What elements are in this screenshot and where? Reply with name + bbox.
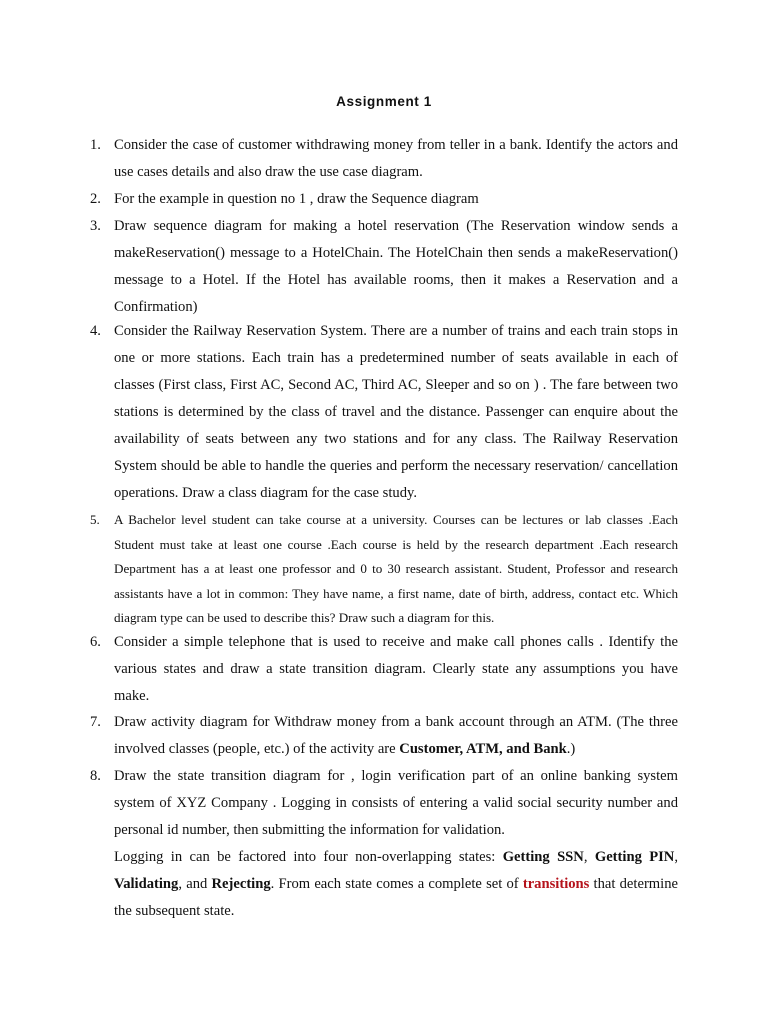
question-text xyxy=(114,709,678,763)
question-item-5 xyxy=(90,508,678,631)
question-number: 1. xyxy=(90,137,101,153)
question-item-8 xyxy=(90,763,678,844)
document-title: Assignment 1 xyxy=(336,94,432,109)
question-number: 5. xyxy=(90,512,100,527)
question-text-part: Logging in can be factored into four non-overlapping states: xyxy=(114,849,503,865)
question-paragraph xyxy=(114,844,678,925)
question-number: 7. xyxy=(90,714,101,730)
state-name-bold: Getting PIN xyxy=(594,849,675,865)
question-item-6 xyxy=(90,629,678,710)
question-text-part: . From each state comes a complete set of xyxy=(270,876,523,892)
question-number: 8. xyxy=(90,768,101,784)
question-text: A Bachelor level student can take course at a university. Courses can be lectures or lab classes .Each Student must take at least one course .Each course is held by the research department .Each research Department has a at least one professor and 0 to 30 research assistant. Student, Professor and research assistants have a lot in common: They have name, a first name, date of birth, address, contact etc. Which diagram type can be used to describe this? Draw such a diagram for this. xyxy=(114,512,678,625)
question-text-part: , and xyxy=(178,876,212,892)
state-name-bold: Validating xyxy=(114,876,179,892)
question-text-part: , xyxy=(674,849,678,865)
question-bold-text: Customer, ATM, and Bank xyxy=(399,741,567,757)
question-text: Consider the Railway Reservation System. There are a number of trains and each train stops in one or more stations. Each train has a predetermined number of seats available in each of classes (First class, First AC, Second AC, Third AC, Sleeper and so on ) . The fare between two stations is determined by the class of travel and the distance. Passenger can enquire about the availability of seats between any two stations and for any class. The Railway Reservation System should be able to handle the queries and perform the necessary reservation/ cancellation operations. Draw a class diagram for the case study. xyxy=(114,323,678,501)
question-item-3 xyxy=(90,213,678,321)
question-number: 3. xyxy=(90,218,101,234)
state-name-bold: Getting SSN xyxy=(502,849,584,865)
question-number: 6. xyxy=(90,634,101,650)
question-item-8-continued xyxy=(90,844,678,925)
state-name-bold: Rejecting xyxy=(211,876,271,892)
question-text-part: that determine the subsequent state. xyxy=(114,876,678,919)
question-text-part: , xyxy=(583,849,595,865)
question-item-1 xyxy=(90,132,678,186)
question-item-2 xyxy=(90,186,678,213)
question-text: Draw the state transition diagram for , login verification part of an online banking system system of XYZ Company . Logging in consists of entering a valid social security number and personal id number, then submitting the information for validation. xyxy=(114,768,678,838)
question-item-4 xyxy=(90,318,678,507)
question-number: 2. xyxy=(90,191,101,207)
question-number: 4. xyxy=(90,323,101,339)
question-text: Draw sequence diagram for making a hotel reservation (The Reservation window sends a makeReservation() message to a HotelChain. The HotelChain then sends a makeReservation() message to a Hotel. If the Hotel has available rooms, then it makes a Reservation and a Confirmation) xyxy=(114,218,678,315)
question-item-7 xyxy=(90,709,678,763)
question-text: Consider the case of customer withdrawing money from teller in a bank. Identify the actors and use cases details and also draw the use case diagram. xyxy=(114,137,678,180)
highlighted-term: transitions xyxy=(522,876,590,892)
question-text: Consider a simple telephone that is used to receive and make call phones calls . Identify the various states and draw a state transition diagram. Clearly state any assumptions you have make. xyxy=(114,634,678,704)
question-text-part: .) xyxy=(566,741,576,757)
question-text-part: Draw activity diagram for Withdraw money from a bank account through an ATM. (The three involved classes (people, etc.) of the activity are xyxy=(114,714,678,757)
question-text: For the example in question no 1 , draw the Sequence diagram xyxy=(114,191,479,207)
